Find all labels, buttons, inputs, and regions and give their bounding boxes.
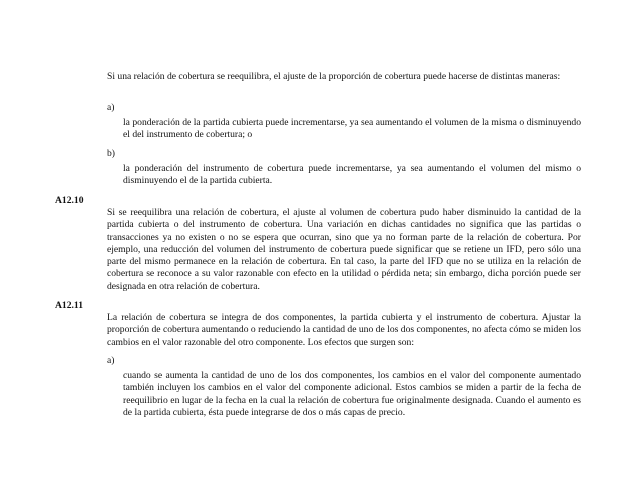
list-one-label-b: b) — [107, 148, 115, 159]
section-number-a12-10: A12.10 — [55, 195, 84, 206]
list-one-label-a: a) — [107, 102, 115, 113]
intro-paragraph: Si una relación de cobertura se reequilibra, el ajuste de la proporción de cobertura puede hacerse de distintas maneras: — [107, 71, 561, 82]
section-number-a12-11: A12.11 — [55, 300, 83, 311]
list-two-item-a: cuando se aumenta la cantidad de uno de los dos componentes, los cambios en el valor del componente aumentado también incluyen los cambios en el valor del componente adicional. Estos cambios se miden a partir de la fecha de reequilibrio en lugar de la fecha en la cual la relación de cobertura fue originalmente designada. Cuando el aumento es de la partida cubierta, ésta puede integrarse de dos o más capas de precio. — [123, 370, 581, 418]
list-one-item-b: la ponderación del instrumento de cobertura puede incrementarse, ya sea aumentando el volumen del mismo o disminuyendo el de la partida cubierta. — [123, 163, 581, 187]
list-one-item-a: la ponderación de la partida cubierta puede incrementarse, ya sea aumentando el volumen de la misma o disminuyendo el del instrumento de cobertura; o — [123, 117, 581, 141]
list-two-label-a: a) — [107, 355, 115, 366]
section-a12-10-paragraph: Si se reequilibra una relación de cobertura, el ajuste al volumen de cobertura pudo haber disminuido la cantidad de la partida cubierta o del instrumento de cobertura. Una variación en dichas cantidades no significa que las partidas o transacciones ya no existen o no se espera que ocurran, sino que ya no forman parte de la relación de cobertura. Por ejemplo, una reducción del volumen del instrumento de cobertura puede significar que se retiene un IFD, pero sólo una parte del mismo permanece en la relación de cobertura. En tal caso, la parte del IFD que no se utiliza en la relación de cobertura se reconoce a su valor razonable con efecto en la utilidad o pérdida neta; sin embargo, dicha porción puede ser designada en otra relación de cobertura. — [107, 207, 581, 292]
section-a12-11-paragraph: La relación de cobertura se integra de dos componentes, la partida cubierta y el instrumento de cobertura. Ajustar la proporción de cobertura aumentando o reduciendo la cantidad de uno de los dos componentes, no afecta cómo se miden los cambios en el valor razonable del otro componente. Los efectos que surgen son: — [107, 312, 581, 348]
